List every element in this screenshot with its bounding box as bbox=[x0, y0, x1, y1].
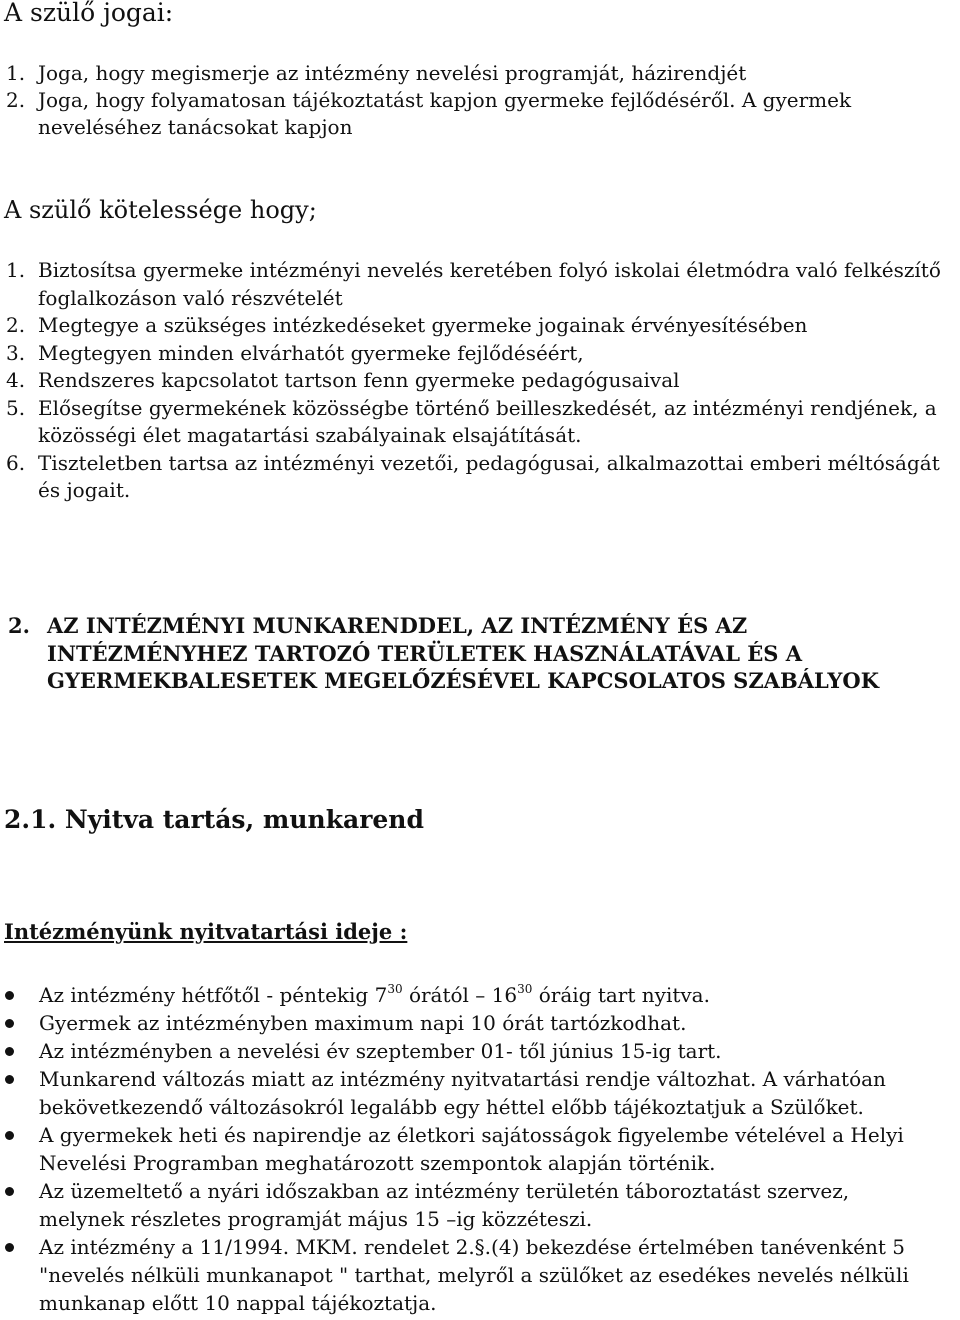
parent-rights-heading: A szülő jogai: bbox=[4, 0, 174, 27]
item-number: 1. bbox=[6, 61, 26, 85]
item-text: Joga, hogy folyamatosan tájékoztatást kapjon gyermeke fejlődéséről. A gyermek neveléséhez tanácsokat kapjon bbox=[38, 88, 852, 139]
bullet-icon bbox=[5, 1187, 14, 1196]
item-text: Joga, hogy megismerje az intézmény nevelési programját, házirendjét bbox=[38, 61, 747, 85]
list-item bbox=[0, 257, 950, 312]
opening-hours-heading: Intézményünk nyitvatartási ideje : bbox=[4, 919, 408, 944]
item-text: Az intézményben a nevelési év szeptember 01- től június 15-ig tart. bbox=[39, 1039, 722, 1063]
list-item bbox=[0, 87, 920, 141]
item-number: 3. bbox=[6, 340, 26, 365]
bullet-icon bbox=[5, 1019, 14, 1028]
item-number: 6. bbox=[6, 450, 26, 475]
item-text: Munkarend változás miatt az intézmény nyitvatartási rendje változhat. A várhatóan bekövetkezendő változásokról legalább egy héttel előbb tájékoztatjuk a Szülőket. bbox=[39, 1067, 886, 1119]
item-number: 4. bbox=[6, 368, 26, 392]
opening-rules-list bbox=[0, 981, 940, 1317]
section-number: 2. bbox=[8, 613, 30, 638]
item-text: Megtegyen minden elvárhatót gyermeke fejlődéséért, bbox=[38, 340, 584, 365]
item-text: A gyermekek heti és napirendje az életkori sajátosságok figyelembe vételével a Helyi Nevelési Programban meghatározott szempontok alapján történik. bbox=[39, 1123, 904, 1175]
section-2-heading bbox=[8, 612, 908, 695]
item-text: Elősegítse gyermekének közösségbe történő beilleszkedését, az intézményi rendjének, a közösségi élet magatartási szabályainak elsajátítását. bbox=[38, 395, 937, 447]
list-item bbox=[0, 312, 950, 340]
section-2-1-heading: 2.1. Nyitva tartás, munkarend bbox=[4, 805, 424, 834]
list-item bbox=[0, 1009, 940, 1037]
parent-rights-list bbox=[0, 60, 920, 141]
bullet-icon bbox=[5, 1131, 14, 1140]
list-item bbox=[0, 450, 950, 505]
list-item bbox=[0, 1177, 940, 1233]
item-text: Megtegye a szükséges intézkedéseket gyermeke jogainak érvényesítésében bbox=[38, 313, 808, 337]
parent-duties-heading: A szülő kötelessége hogy; bbox=[4, 196, 317, 224]
section-title: AZ INTÉZMÉNYI MUNKARENDDEL, AZ INTÉZMÉNY ÉS AZ INTÉZMÉNYHEZ TARTOZÓ TERÜLETEK HASZNÁLATÁVAL ÉS A GYERMEKBALESETEK MEGELŐZÉSÉVEL KAPCSOLATOS SZABÁLYOK bbox=[47, 613, 879, 693]
item-number: 1. bbox=[6, 258, 26, 282]
item-number: 2. bbox=[6, 88, 26, 112]
item-number: 2. bbox=[6, 313, 26, 337]
item-text: Tiszteletben tartsa az intézményi vezetői, pedagógusai, alkalmazottai emberi méltóságát és jogait. bbox=[38, 450, 940, 502]
list-item bbox=[0, 395, 950, 450]
item-text: Rendszeres kapcsolatot tartson fenn gyermeke pedagógusaival bbox=[38, 368, 680, 392]
list-item bbox=[0, 1233, 940, 1317]
list-item bbox=[0, 1121, 940, 1177]
item-number: 5. bbox=[6, 395, 26, 420]
item-text: Az intézmény hétfőtől - péntekig $7^{30}$ órától – $16^{30}$ óráig tart nyitva. bbox=[39, 982, 710, 1007]
item-text: Az üzemeltető a nyári időszakban az intézmény területén táboroztatást szervez, melynek részletes programját május 15 –ig közzéteszi. bbox=[39, 1179, 850, 1231]
list-item bbox=[0, 1037, 940, 1065]
list-item bbox=[0, 1065, 940, 1121]
item-text: Gyermek az intézményben maximum napi 10 órát tartózkodhat. bbox=[39, 1011, 687, 1035]
item-text: Biztosítsa gyermeke intézményi nevelés keretében folyó iskolai életmódra való felkészítő foglalkozáson való részvételét bbox=[38, 258, 941, 310]
bullet-icon bbox=[5, 1047, 14, 1056]
bullet-icon bbox=[5, 1243, 14, 1252]
parent-duties-list bbox=[0, 257, 950, 505]
bullet-icon bbox=[5, 991, 14, 1000]
list-item bbox=[0, 367, 950, 395]
item-text: Az intézmény a 11/1994. MKM. rendelet 2.§.(4) bekezdése értelmében tanévenként 5 "nevelés nélküli munkanapot " tarthat, melyről a szülőket az esedékes nevelés nélküli munkanap előtt 10 nappal tájékoztatja. bbox=[39, 1235, 909, 1315]
list-item bbox=[0, 340, 950, 368]
bullet-icon bbox=[5, 1075, 14, 1084]
list-item bbox=[0, 981, 940, 1009]
list-item bbox=[0, 60, 920, 87]
